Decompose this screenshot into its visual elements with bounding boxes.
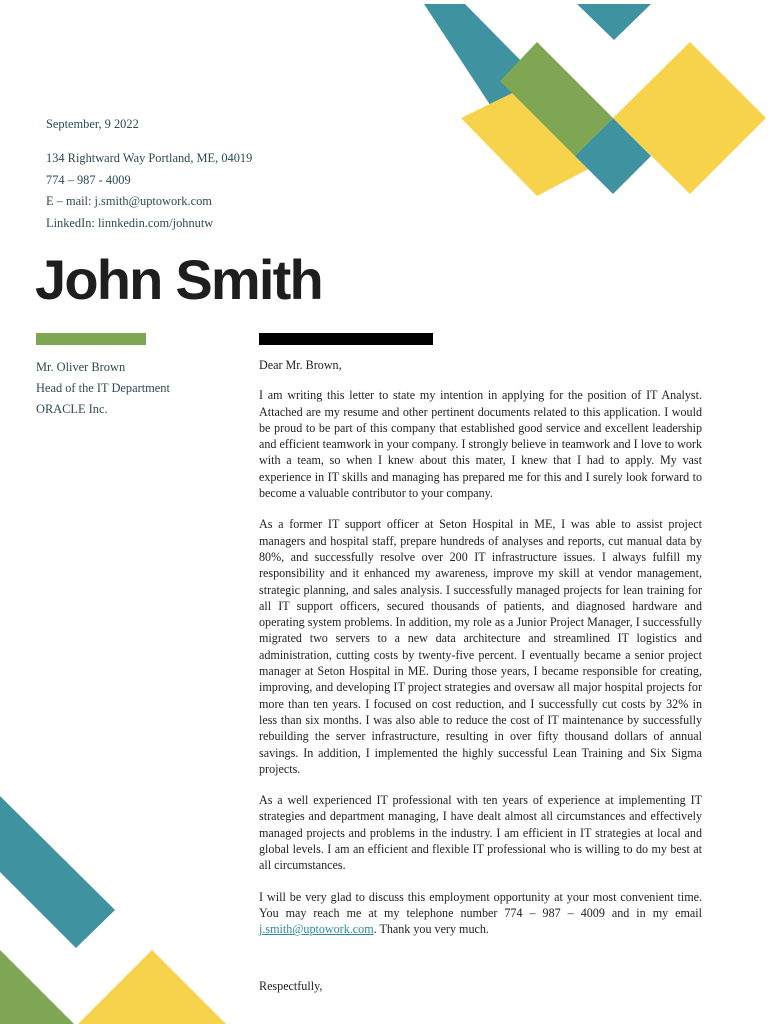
teal-diamond-bottom	[575, 118, 651, 194]
recipient-name: Mr. Oliver Brown	[36, 360, 126, 374]
recipient-title: Head of the IT Department	[36, 381, 170, 395]
teal-triangle-top	[577, 4, 651, 40]
email-link[interactable]: j.smith@uptowork.com	[259, 922, 374, 937]
accent-bar-black	[259, 333, 433, 345]
letter-date: September, 9 2022	[46, 117, 139, 131]
linkedin: LinkedIn: linnkedin.com/johnutw	[46, 215, 214, 230]
closing-text: I will be very glad to discuss this employment opportunity at your most convenient time. You may reach me at my telephone number 774 – 987 – 4009 and in my email	[259, 889, 702, 920]
address: 134 Rightward Way Portland, ME, 04019	[46, 151, 253, 166]
closing-text-end: . Thank you very much.	[373, 922, 489, 937]
letter-body	[259, 357, 702, 1009]
green-diamond-center	[500, 42, 613, 156]
signoff: Respectfully,	[259, 978, 323, 993]
paragraph-closing	[259, 889, 702, 938]
recipient-company: ORACLE Inc.	[36, 402, 108, 416]
phone: 774 – 987 - 4009	[46, 172, 131, 187]
teal-band-top	[424, 4, 540, 120]
email: E – mail: j.smith@uptowork.com	[46, 194, 212, 209]
teal-band-bottom	[0, 796, 115, 948]
salutation: Dear Mr. Brown,	[259, 358, 342, 372]
applicant-name: John Smith	[35, 248, 322, 311]
paragraph-summary: As a well experienced IT professional with ten years of experience at implementing IT strategies and department managing, I have dealt almost all circumstances and effectively managed projects and problems in the industry. I am efficient in IT strategies at local and global levels. I am an efficient and flexible IT professional who is willing to do my best at all circumstances.	[259, 793, 702, 873]
yellow-diamond-left	[461, 81, 613, 196]
contact-block	[46, 118, 252, 238]
green-triangle-bottom	[0, 950, 74, 1024]
paragraph-experience: As a former IT support officer at Seton Hospital in ME, I was able to assist project managers and hospital staff, prepare hundreds of analyses and reports, cut manual data by 80%, and successfully resolve over 200 IT infrastructure issues. I always fulfill my responsibility and it enhanced my awareness, improve my skill at vendor management, strategic planning, and sales analysis. I successfully managed projects for lean training for all IT support officers, secured thousands of patients, and diagnosed hardware and operating system problems. In addition, my role as a Junior Project Manager, I successfully migrated two servers to a new data architecture and streamlined IT logistics and administration, cutting costs by twenty-five percent. I eventually became a senior project manager at Seton Hospital in ME. During those years, I became responsible for creating, improving, and developing IT project strategies and oversaw all major hospital projects for more than ten years. I focused on cost reduction, and I successfully cut costs by 32% in less than six months. I was also able to reduce the cost of IT maintenance by successfully rebuilding the server infrastructure, resulting in over fifty thousand dollars of annual savings. In addition, I implemented the highly successful Lean Training and Six Sigma projects.	[259, 517, 702, 776]
recipient-block	[36, 357, 170, 420]
yellow-triangle-bottom	[78, 950, 226, 1024]
paragraph-intro: I am writing this letter to state my intention in applying for the position of IT Analyst. Attached are my resume and other pertinent documents related to this application. I would be proud to be part of this company that established good service and excellent leadership and efficient teamwork in your company. I strongly believe in teamwork and I love to work with a team, so when I knew about this mater, I knew that I had to apply. My vast experience in IT skills and managing has prepared me for this and I surely look forward to become a valuable contributor to your company.	[259, 388, 702, 501]
yellow-diamond-right	[613, 42, 766, 194]
accent-bar-green	[36, 333, 146, 345]
